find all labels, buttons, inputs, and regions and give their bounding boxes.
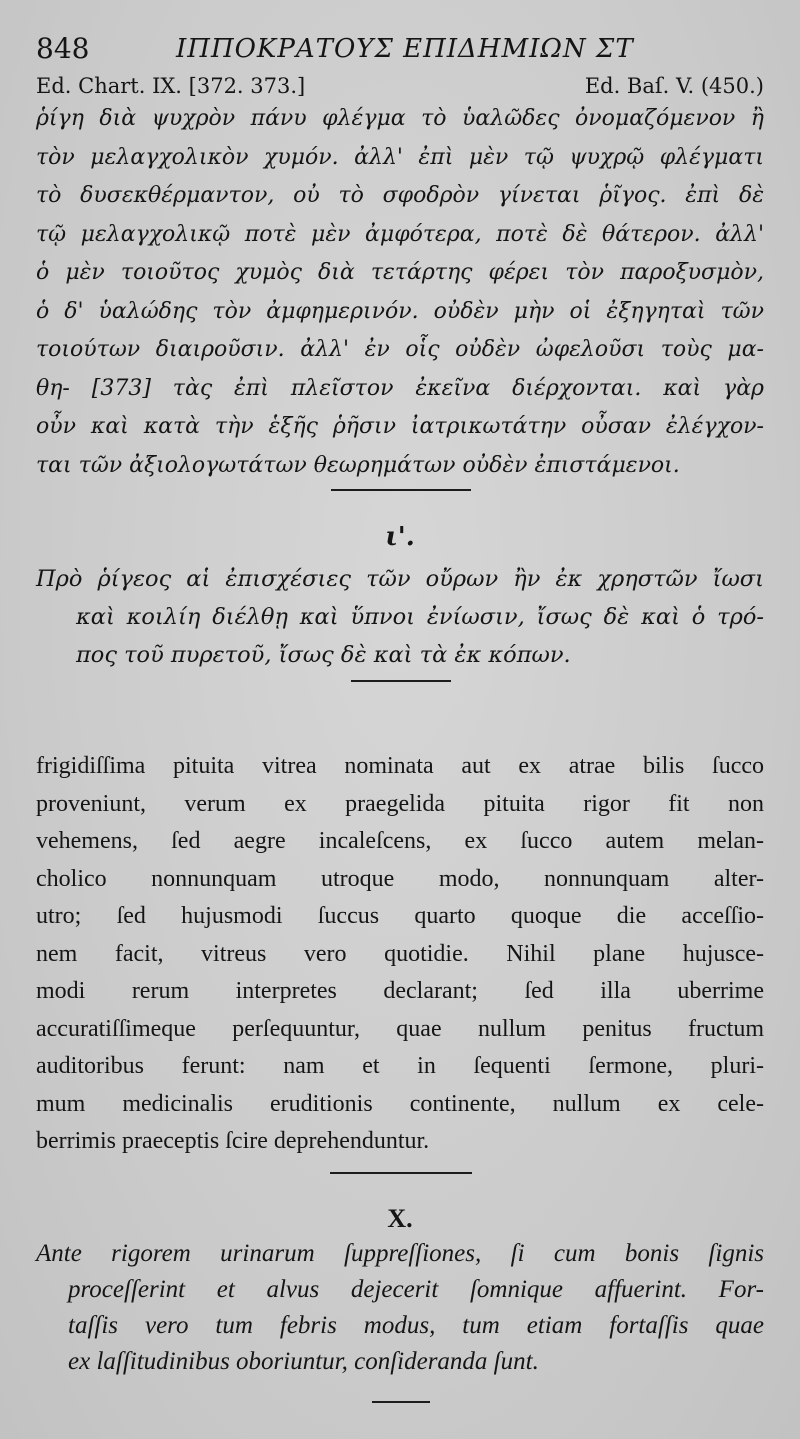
greek-commentary	[36, 100, 764, 485]
latin-commentary-line: proveniunt, verum ex praegelida pituita rigor fit non	[36, 790, 764, 817]
greek-section-number: ι'.	[385, 522, 415, 552]
greek-aphorism	[36, 560, 764, 674]
latin-aphorism-line: Ante rigorem urinarum ſuppreſſiones, ſi cum bonis ſignis	[36, 1240, 764, 1267]
greek-aphorism-line: πος τοῦ πυρετοῦ, ἴσως δὲ καὶ τὰ ἐκ κόπων.	[76, 642, 571, 668]
greek-commentary-line: ὁ δ' ὑαλώδης τὸν ἀμφημερινόν. οὐδὲν μὴν οἱ ἐξηγηταὶ τῶν	[36, 298, 764, 324]
latin-commentary-line: frigidiſſima pituita vitrea nominata aut ex atrae bilis ſucco	[36, 753, 764, 779]
latin-commentary-line: vehemens, ſed aegre incaleſcens, ex ſucco autem melan-	[36, 828, 764, 854]
edition-reference-right: Ed. Baſ. V. (450.)	[584, 74, 764, 98]
latin-commentary-line: cholico nonnunquam utroque modo, nonnunquam alter-	[36, 865, 764, 892]
greek-aphorism-line: καὶ κοιλίη διέλθῃ καὶ ὕπνοι ἐνίωσιν, ἴσως δὲ καὶ ὁ τρό-	[76, 604, 764, 630]
latin-aphorism	[36, 1236, 764, 1380]
edition-reference-left: Ed. Chart. IX. [372. 373.]	[36, 74, 306, 98]
section-divider	[351, 680, 451, 682]
greek-commentary-line: τοιούτων διαιροῦσιν. ἀλλ' ἐν οἷς οὐδὲν ὠφελοῦσι τοὺς μα-	[36, 337, 764, 362]
greek-commentary-line: θη- [373] τὰς ἐπὶ πλεῖστον ἐκεῖνα διέρχονται. καὶ γὰρ	[36, 375, 764, 401]
latin-commentary-line: berrimis praeceptis ſcire deprehenduntur.	[36, 1128, 430, 1154]
latin-section-number: X.	[387, 1204, 413, 1233]
latin-commentary-line: modi rerum interpretes declarant; ſed illa uberrime	[36, 978, 764, 1004]
latin-commentary	[36, 748, 764, 1161]
greek-commentary-line: οὖν καὶ κατὰ τὴν ἑξῆς ῥῆσιν ἰατρικωτάτην οὖσαν ἐλέγχον-	[36, 414, 764, 439]
latin-aphorism-line: proceſſerint et alvus dejecerit ſomnique affuerint. For-	[68, 1276, 764, 1303]
greek-commentary-line: τὸ δυσεκθέρμαντον, οὐ τὸ σφοδρὸν γίνεται ῥῖγος. ἐπὶ δὲ	[36, 183, 764, 208]
latin-commentary-line: accuratiſſimeque perſequuntur, quae nullum penitus fructum	[36, 1015, 764, 1042]
section-divider	[331, 489, 471, 491]
greek-commentary-line: ται τῶν ἀξιολογωτάτων θεωρημάτων οὐδὲν ἐπιστάμενοι.	[36, 452, 680, 478]
latin-commentary-line: nem facit, vitreus vero quotidie. Nihil plane hujusce-	[36, 940, 764, 967]
greek-aphorism-line: Πρὸ ῥίγεος αἱ ἐπισχέσιες τῶν οὔρων ἢν ἐκ χρηστῶν ἴωσι	[36, 566, 764, 592]
latin-aphorism-line: taſſis vero tum febris modus, tum etiam fortaſſis quae	[68, 1312, 764, 1339]
latin-aphorism-line: ex laſſitudinibus oboriuntur, conſideranda ſunt.	[68, 1348, 539, 1375]
latin-commentary-line: auditoribus ferunt: nam et in ſequenti ſermone, pluri-	[36, 1053, 764, 1079]
page-number: 848	[36, 32, 90, 65]
section-divider	[372, 1401, 430, 1403]
latin-commentary-line: mum medicinalis eruditionis continente, nullum ex cele-	[36, 1090, 764, 1117]
greek-commentary-line: ῥίγη διὰ ψυχρὸν πάνυ φλέγμα τὸ ὑαλῶδες ὀνομαζόμενον ἢ	[36, 106, 764, 131]
greek-commentary-line: ὁ μὲν τοιοῦτος χυμὸς διὰ τετάρτης φέρει τὸν παροξυσμὸν,	[36, 260, 764, 285]
latin-commentary-line: utro; ſed hujusmodi ſuccus quarto quoque die acceſſio-	[36, 903, 764, 929]
greek-commentary-line: τὸν μελαγχολικὸν χυμόν. ἀλλ' ἐπὶ μὲν τῷ ψυχρῷ φλέγματι	[36, 144, 764, 170]
running-head: ΙΠΠΟΚΡΑΤΟΥΣ ΕΠΙΔΗΜΙΩΝ ΣΤ	[176, 34, 634, 64]
greek-commentary-line: τῷ μελαγχολικῷ ποτὲ μὲν ἀμφότερα, ποτὲ δὲ θάτερον. ἀλλ'	[36, 221, 764, 247]
section-divider	[330, 1172, 472, 1174]
